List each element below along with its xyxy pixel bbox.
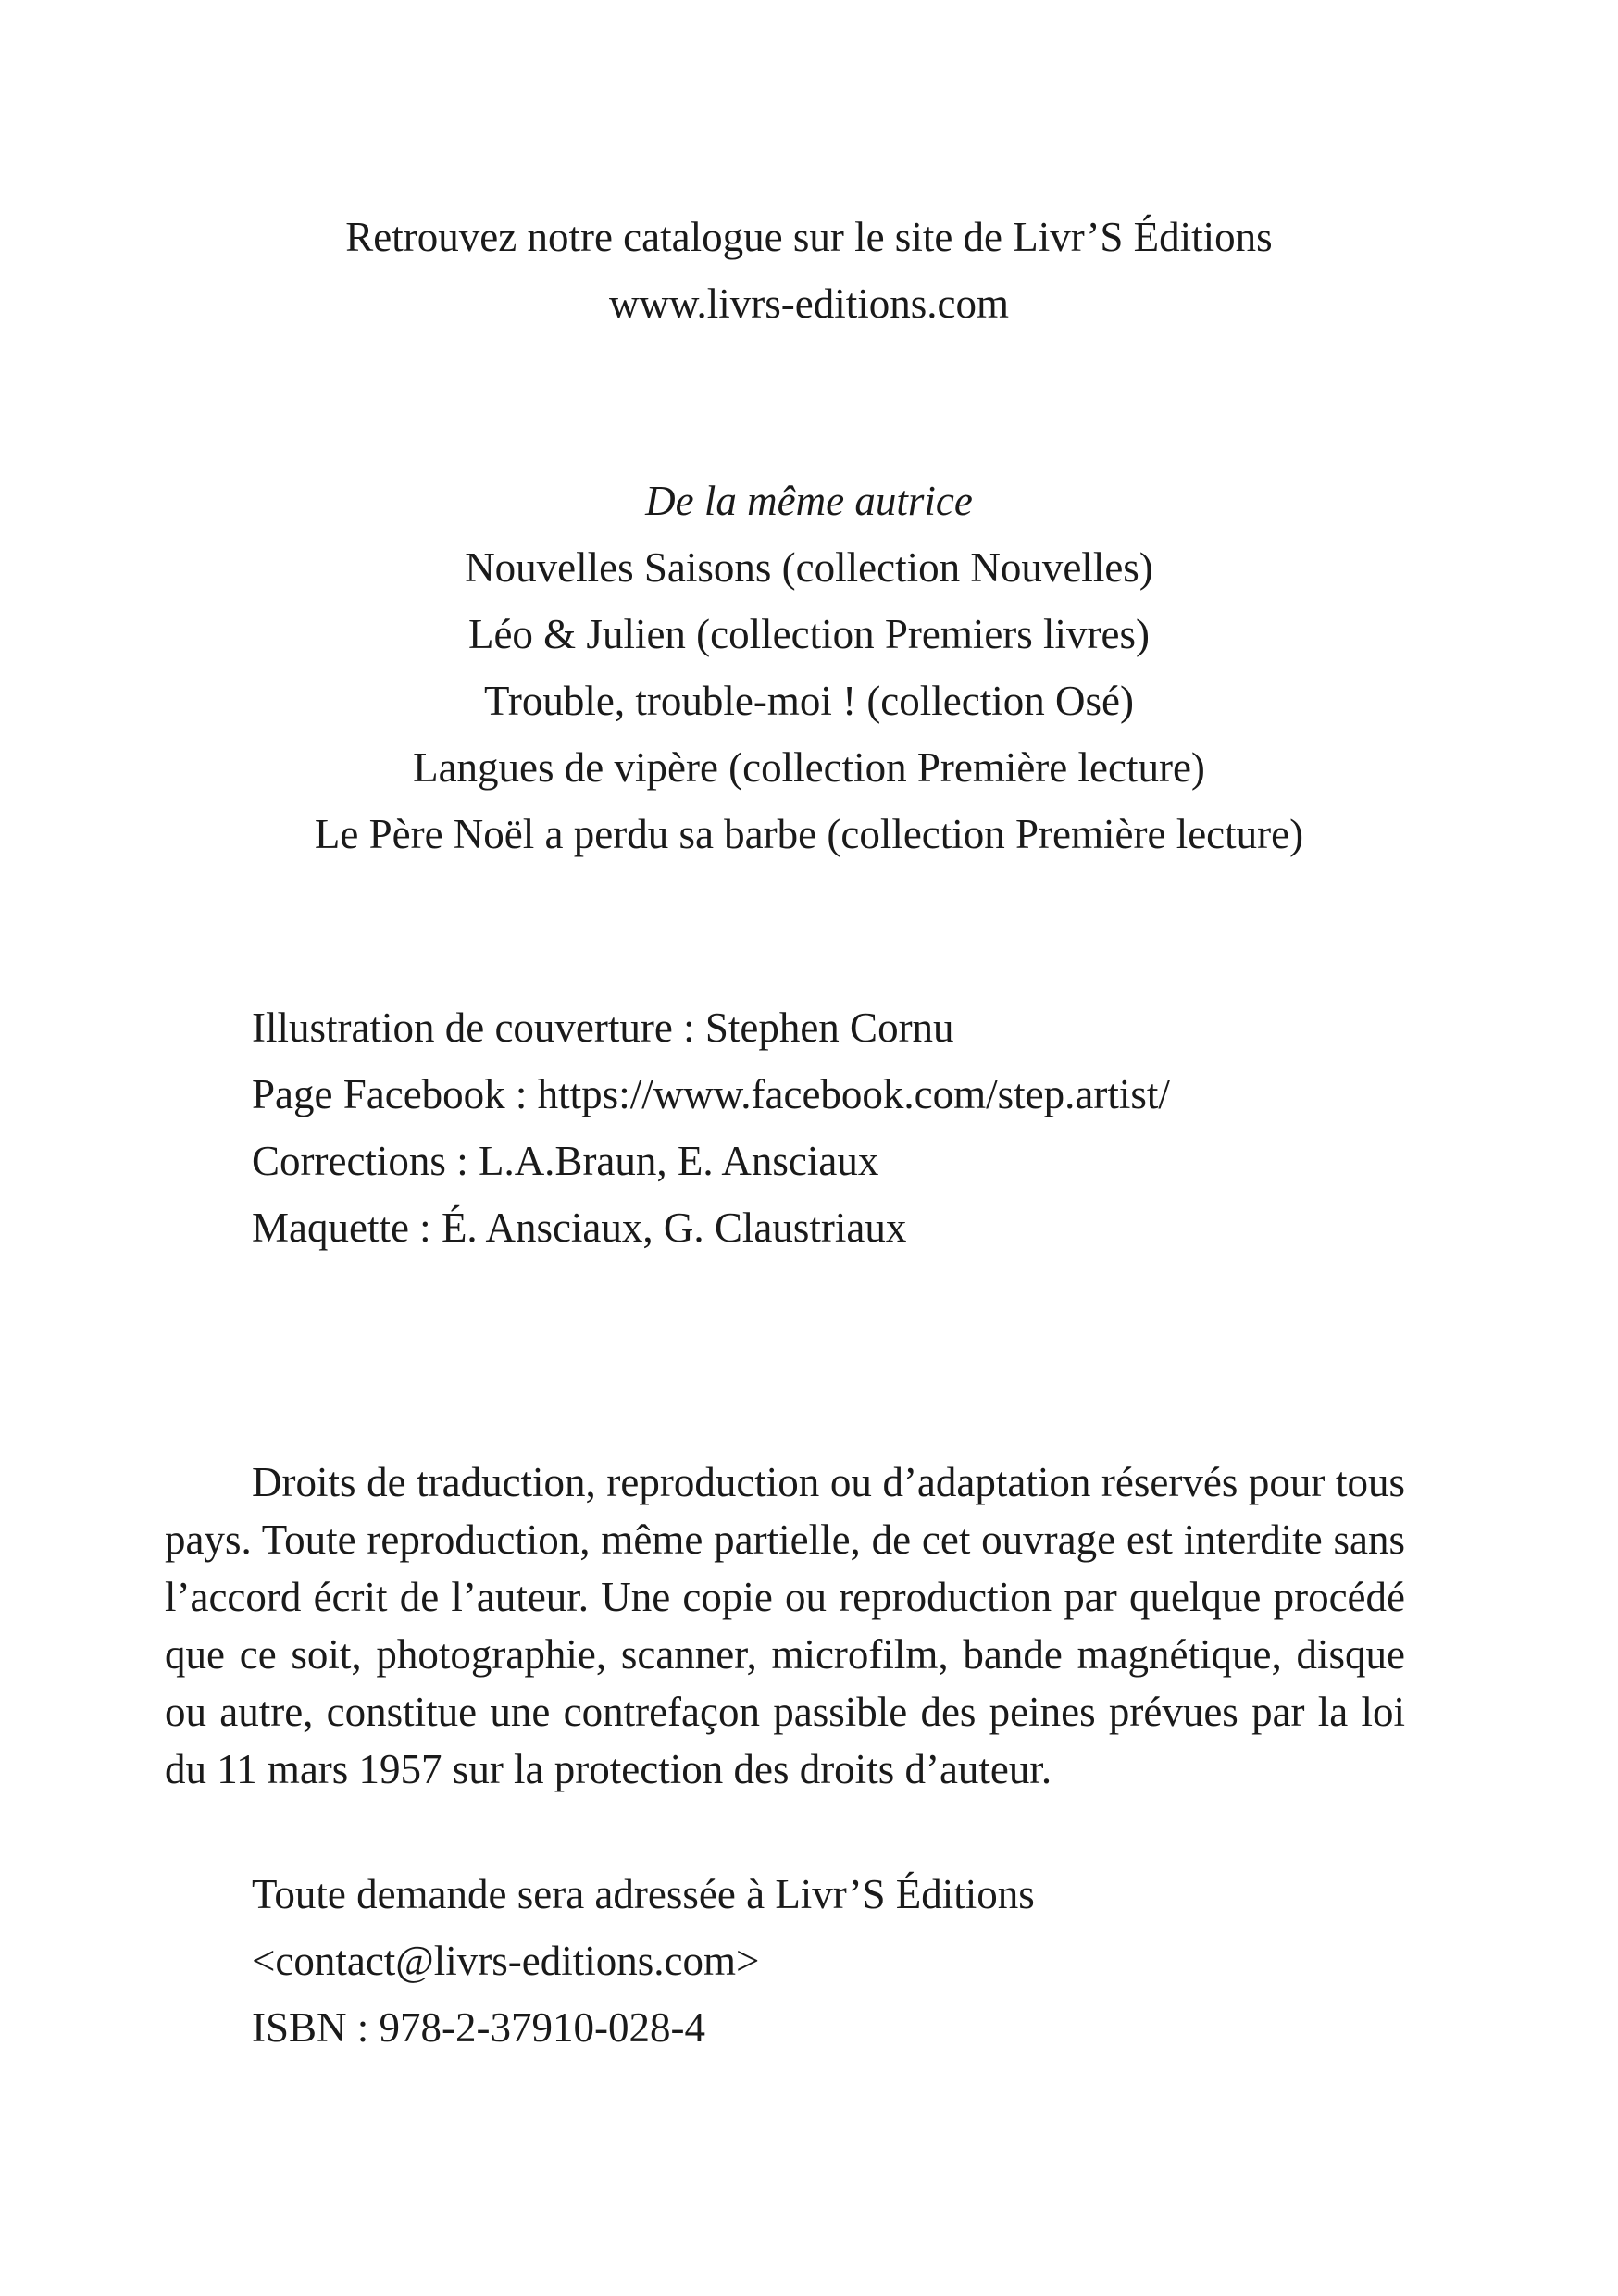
contact-section (252, 1861, 1455, 2061)
illustration-credit: Illustration de couverture : Stephen Cornu (252, 1004, 954, 1051)
book-title: Le Père Noël a perdu sa barbe (collection Première lecture) (314, 811, 1304, 857)
legal-section (165, 1454, 1405, 1798)
catalogue-section (0, 204, 1618, 337)
book-title: Nouvelles Saisons (collection Nouvelles) (465, 544, 1153, 591)
corrections-credit: Corrections : L.A.Braun, E. Ansciaux (252, 1138, 879, 1184)
book-title: Léo & Julien (collection Premiers livres) (467, 611, 1151, 657)
credits-section (252, 994, 1455, 1261)
layout-credit: Maquette : É. Ansciaux, G. Claustriaux (252, 1204, 907, 1251)
facebook-credit[interactable]: Page Facebook : https://www.facebook.com/step.artist/ (252, 1071, 1170, 1117)
request-text: Toute demande sera adressée à Livr’S Éditions (252, 1871, 1035, 1917)
isbn: ISBN : 978-2-37910-028-4 (252, 2004, 705, 2051)
same-author-section (0, 468, 1618, 867)
book-title: Trouble, trouble-moi ! (collection Osé) (484, 678, 1134, 724)
same-author-heading: De la même autrice (645, 478, 973, 524)
contact-email[interactable]: <contact@livrs-editions.com> (252, 1938, 760, 1984)
website-link[interactable]: www.livrs-editions.com (608, 281, 1010, 327)
catalogue-text: Retrouvez notre catalogue sur le site de Livr’S Éditions (345, 214, 1273, 260)
rights-paragraph: Droits de traduction, reproduction ou d’adaptation réservés pour tous pays. Toute reproduction, même partielle, de cet ouvrage est interdite sans l’accord écrit de l’auteur. Une copie ou reproduction par quelque procédé que ce soit, photographie, scanner, microfilm, bande magnétique, disque ou autre, constitue une contrefaçon passible des peines prévues par la loi du 11 mars 1957 sur la protection des droits d’auteur. (165, 1459, 1405, 1792)
book-title: Langues de vipère (collection Première lecture) (413, 744, 1205, 791)
